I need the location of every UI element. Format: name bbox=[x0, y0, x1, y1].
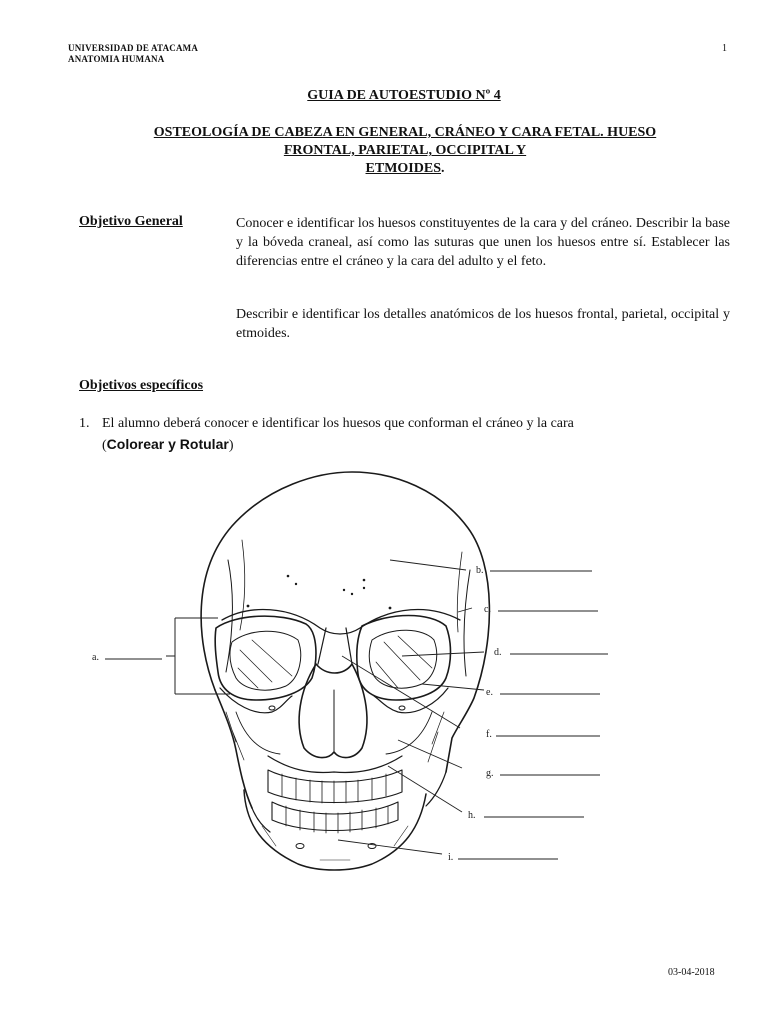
upper-teeth bbox=[268, 770, 402, 803]
cranium-outline bbox=[201, 472, 489, 772]
list-item-number: 1. bbox=[79, 416, 90, 431]
objetivo-general-paragraph-1: Conocer e identificar los huesos constituyentes de la cara y del cráneo. Describir la base y la bóveda craneal, así como las suturas que unen los huesos entre sí. Establecer las diferencias entre el cráneo y la cara del adulto y el feto. bbox=[236, 216, 730, 269]
label-i: i. bbox=[448, 852, 454, 863]
nasal-aperture bbox=[299, 664, 367, 758]
page-number: 1 bbox=[722, 43, 727, 54]
subtitle-line-2: FRONTAL, PARIETAL, OCCIPITAL Y bbox=[283, 143, 527, 158]
label-e: e. bbox=[486, 687, 493, 698]
department-name: ANATOMIA HUMANA bbox=[68, 54, 165, 64]
subtitle-line-1: OSTEOLOGÍA DE CABEZA EN GENERAL, CRÁNEO Y CARA FETAL. HUESO bbox=[153, 125, 657, 140]
label-f: f. bbox=[486, 729, 492, 740]
label-b: b. bbox=[476, 565, 484, 576]
footer-date: 03-04-2018 bbox=[668, 967, 715, 978]
lower-teeth bbox=[272, 802, 398, 831]
list-item-text: El alumno deberá conocer e identificar los huesos que conforman el cráneo y la cara bbox=[102, 416, 574, 431]
objetivo-general-paragraph-2: Describir e identificar los detalles anatómicos de los huesos frontal, parietal, occipital y etmoides. bbox=[236, 307, 730, 341]
document-title: GUIA DE AUTOESTUDIO Nº 4 bbox=[307, 88, 501, 103]
subtitle-line-3: ETMOIDES. bbox=[365, 161, 445, 176]
label-g: g. bbox=[486, 768, 494, 779]
label-a: a. bbox=[92, 652, 99, 663]
objetivo-general-label: Objetivo General bbox=[79, 214, 183, 229]
objetivos-especificos-label: Objetivos específicos bbox=[79, 378, 204, 393]
label-h: h. bbox=[468, 810, 476, 821]
label-d: d. bbox=[494, 647, 502, 658]
list-item-instruction: (Colorear y Rotular) bbox=[102, 436, 234, 453]
label-c: c. bbox=[484, 604, 491, 615]
institution-name: UNIVERSIDAD DE ATACAMA bbox=[68, 43, 199, 53]
